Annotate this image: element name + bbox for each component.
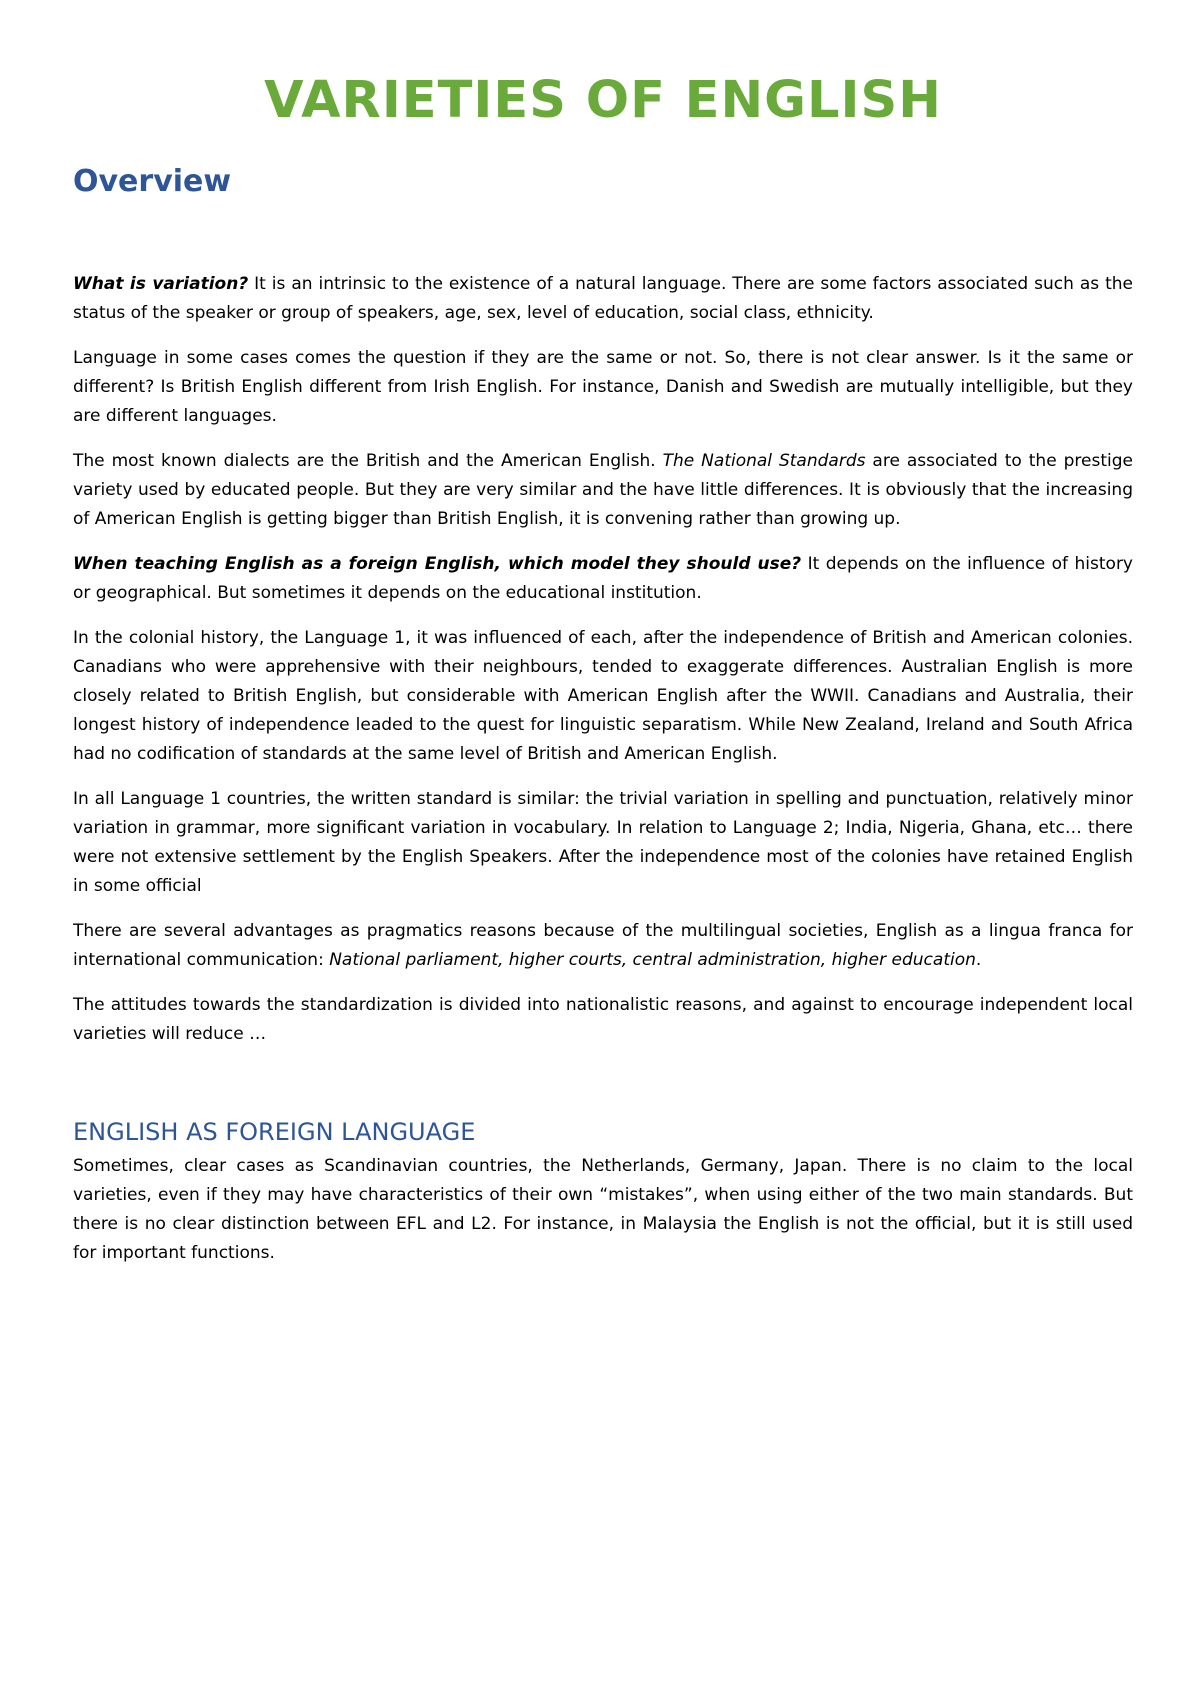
- paragraph-same-or-different: Language in some cases comes the question if they are the same or not. So, there is not clear answer. Is it the same or different? Is British English different from Irish English. For instance, Danish and Swedish are mutually intelligible, but they are different languages.: [73, 348, 1133, 426]
- paragraph-text: It depends on the influence of history or geographical. But sometimes it depends on the educational institution.: [73, 554, 1133, 603]
- efl-section-body: [73, 1152, 1133, 1284]
- paragraph-italic: The National Standards: [662, 451, 866, 471]
- paragraph-text: .: [975, 950, 982, 970]
- overview-heading: Overview: [73, 164, 232, 199]
- paragraph-colonial-history: In the colonial history, the Language 1, it was influenced of each, after the independence of British and American colonies. Canadians who were apprehensive with their neighbours, tended to exaggerate differences. Australian English is more closely related to British English, but considerable with American English after the WWII. Canadians and Australia, their longest history of independence leaded to the quest for linguistic separatism. While New Zealand, Ireland and South Africa had no codification of standards at the same level of British and American English.: [73, 628, 1133, 764]
- paragraph-advantages: [73, 917, 1133, 975]
- paragraph-lead: What is variation?: [73, 274, 249, 294]
- paragraph-language-1-countries: In all Language 1 countries, the written standard is similar: the trivial variation in spelling and punctuation, relatively minor variation in grammar, more significant variation in vocabulary. In relation to Language 2; India, Nigeria, Ghana, etc… there were not extensive settlement by the English Speakers. After the independence most of the colonies have retained English in some official: [73, 789, 1133, 896]
- efl-section-heading: ENGLISH AS FOREIGN LANGUAGE: [73, 1118, 476, 1146]
- paragraph-text: The most known dialects are the British and the American English.: [73, 451, 663, 471]
- paragraph-text: There are several advantages as pragmatics reasons because of the multilingual societies, English as a lingua franca for international communication:: [73, 921, 1133, 970]
- paragraph-italic: National parliament, higher courts, central administration, higher education: [329, 950, 976, 970]
- paragraph-efl: Sometimes, clear cases as Scandinavian countries, the Netherlands, Germany, Japan. There is no claim to the local varieties, even if they may have characteristics of their own “mistakes”, when using either of the two main standards. But there is no clear distinction between EFL and L2. For instance, in Malaysia the English is not the official, but it is still used for important functions.: [73, 1156, 1133, 1263]
- paragraph-dialects: [73, 447, 1133, 534]
- paragraph-attitudes: The attitudes towards the standardization is divided into nationalistic reasons, and against to encourage independent local varieties will reduce …: [73, 995, 1133, 1044]
- paragraph-text: It is an intrinsic to the existence of a natural language. There are some factors associated such as the status of the speaker or group of speakers, age, sex, level of education, social class, ethnicity.: [73, 274, 1133, 323]
- paragraph-variation: [73, 270, 1133, 328]
- paragraph-lead: When teaching English as a foreign English, which model they should use?: [73, 554, 802, 574]
- overview-body: [73, 270, 1133, 1065]
- paragraph-text: are associated to the prestige variety used by educated people. But they are very similar and the have little differences. It is obviously that the increasing of American English is getting bigger than British English, it is convening rather than growing up.: [73, 451, 1133, 529]
- document-title: VARIETIES OF ENGLISH: [264, 71, 942, 130]
- paragraph-teaching-model: [73, 550, 1133, 608]
